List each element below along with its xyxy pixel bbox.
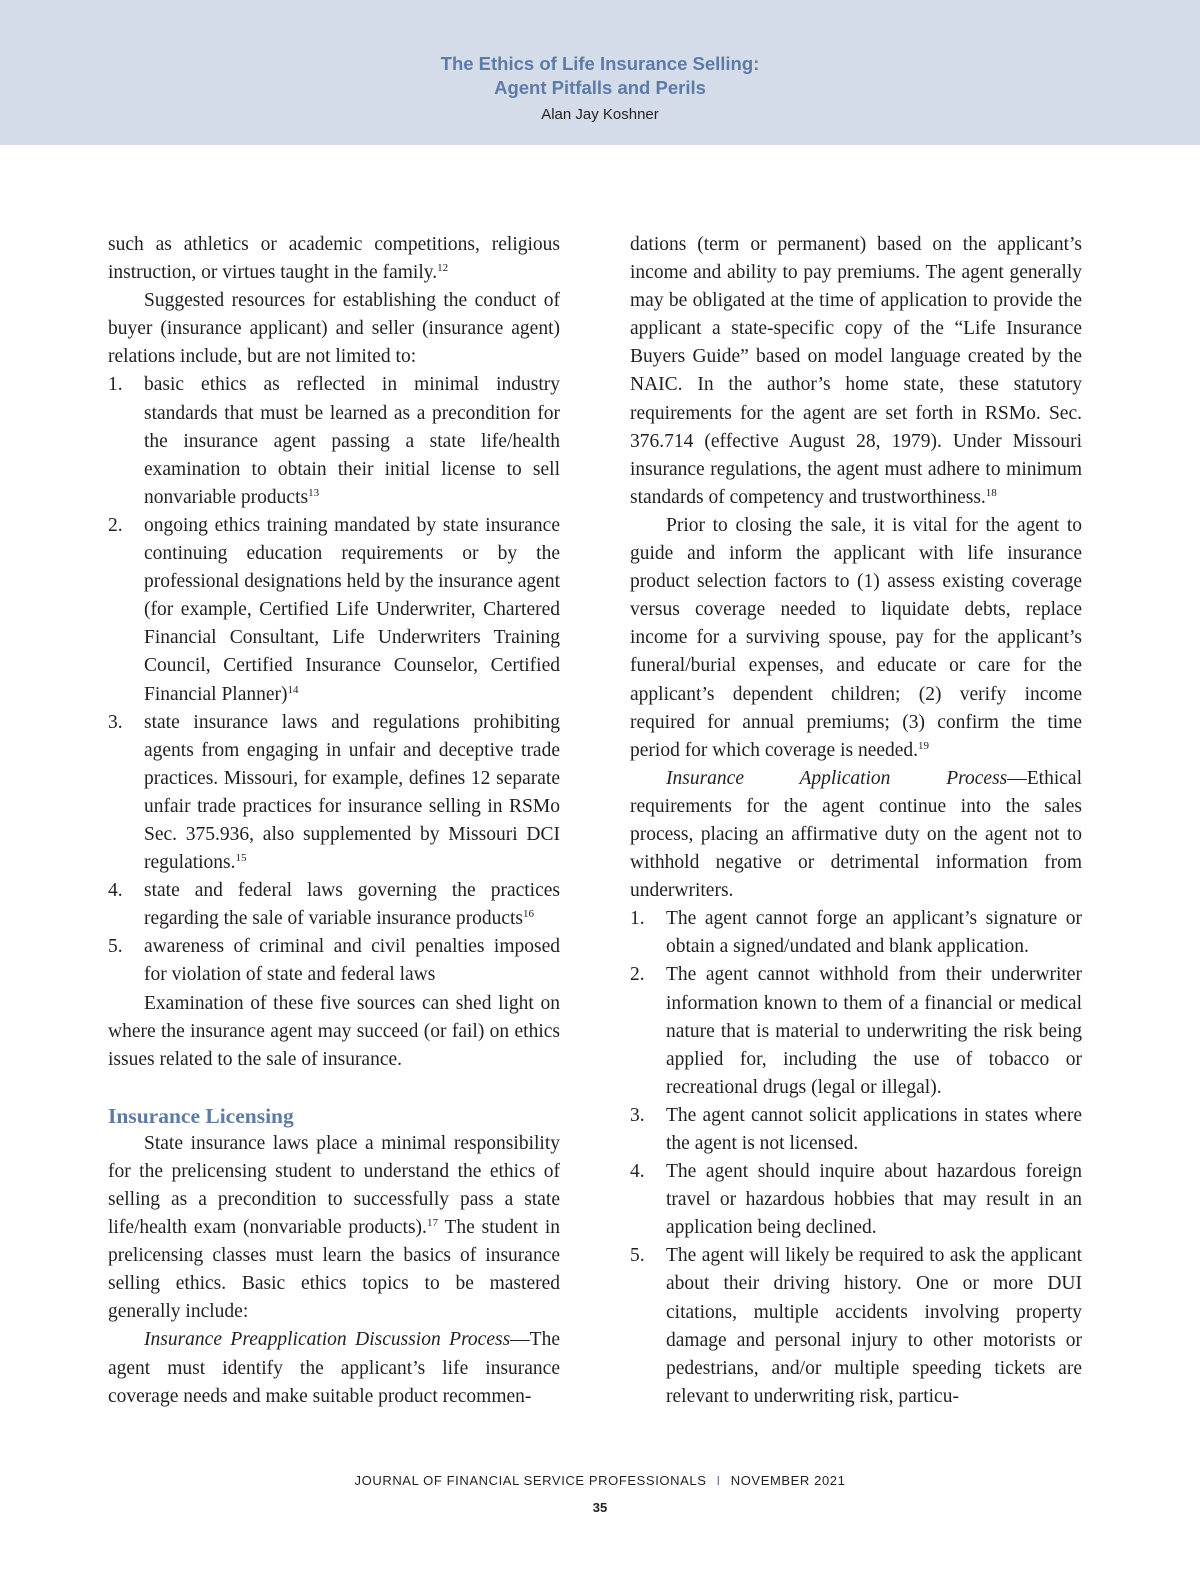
paragraph: Suggested resources for establishing the conduct of buyer (insurance applicant) and seller (insurance agent) relations include, but are not limited to:: [108, 290, 560, 368]
application-rules-list: [630, 905, 1082, 1411]
running-header: [0, 0, 1200, 145]
subtopic-title: Insurance Application Process: [666, 767, 1008, 789]
subtopic-title: Insurance Preapplication Discussion Process: [144, 1329, 511, 1351]
issue-date: NOVEMBER 2021: [730, 1473, 846, 1488]
list-item: 1. The agent cannot forge an applicant’s signature or obtain a signed/undated and blank application.: [630, 908, 1082, 958]
list-item: 2. ongoing ethics training mandated by state insurance continuing education requirements or by the professional designations held by the insurance agent (for example, Certified Life Underwriter, Chartered Financial Consultant, Life Underwriters Training Council, Certified Insurance Counselor, Certified Financial Planner)$^{14}$: [108, 514, 560, 705]
footnote-ref: 16: [523, 908, 535, 921]
footer-separator: I: [716, 1473, 721, 1488]
resource-list: [108, 371, 560, 989]
paragraph: State insurance laws place a minimal responsibility for the prelicensing student to understand the ethics of selling as a precondition to successfully pass a state life/health exam (nonvariable products).$^{17}$ The student in prelicensing classes must learn the basics of insurance selling ethics. Basic ethics topics to be mastered generally include:: [108, 1132, 560, 1323]
list-item: 1. basic ethics as reflected in minimal industry standards that must be learned as a precondition for the insurance agent passing a state life/health examination to obtain their initial license to sell nonvariable products$^{13}$: [108, 374, 560, 508]
running-footer: [0, 1473, 1200, 1488]
author-name: Alan Jay Koshner: [541, 106, 659, 123]
list-item: 4. state and federal laws governing the practices regarding the sale of variable insurance products$^{16}$: [108, 880, 560, 930]
footnote-ref: 14: [287, 683, 299, 696]
footnote-ref: 12: [437, 262, 449, 275]
footnote-ref: 18: [985, 486, 997, 499]
article-title-line1: The Ethics of Life Insurance Selling:: [440, 53, 760, 74]
footnote-ref: 15: [235, 852, 247, 865]
right-column: [630, 231, 1082, 1411]
paragraph: such as athletics or academic competitions, religious instruction, or virtues taught in the family.$^{12}$: [108, 234, 560, 284]
list-item: 5. awareness of criminal and civil penalties imposed for violation of state and federal laws: [108, 936, 560, 986]
paragraph: Examination of these five sources can shed light on where the insurance agent may succeed (or fail) on ethics issues related to the sale of insurance.: [108, 992, 560, 1070]
list-item: 5. The agent will likely be required to ask the applicant about their driving history. One or more DUI citations, multiple accidents involving property damage and personal injury to other motorists or pedestrians, and/or multiple speeding tickets are relevant to underwriting risk, particu-: [630, 1245, 1082, 1407]
page-number: 35: [592, 1500, 608, 1515]
paragraph: Insurance Application Process—Ethical requirements for the agent continue into the sales process, placing an affirmative duty on the agent not to withhold negative or detrimental information from underwriters.: [630, 767, 1082, 902]
footnote-ref: 13: [308, 486, 320, 499]
list-item: 2. The agent cannot withhold from their underwriter information known to them of a financial or medical nature that is material to underwriting the risk being applied for, including the use of tobacco or recreational drugs (legal or illegal).: [630, 964, 1082, 1098]
list-item: 3. state insurance laws and regulations prohibiting agents from engaging in unfair and deceptive trade practices. Missouri, for example, defines 12 separate unfair trade practices for insurance selling in RSMo Sec. 375.936, also supplemented by Missouri DCI regulations.$^{15}$: [108, 711, 560, 874]
article-title-line2: Agent Pitfalls and Perils: [494, 77, 706, 98]
paragraph: Insurance Preapplication Discussion Process—The agent must identify the applicant’s life insurance coverage needs and make suitable product recommen-: [108, 1329, 560, 1407]
section-heading: Insurance Licensing: [108, 1103, 294, 1128]
paragraph: dations (term or permanent) based on the applicant’s income and ability to pay premiums. The agent generally may be obligated at the time of application to provide the applicant a state-specific copy of the “Life Insurance Buyers Guide” based on model language created by the NAIC. In the author’s home state, these statutory requirements for the agent are set forth in RSMo. Sec. 376.714 (effective August 28, 1979). Under Missouri insurance regulations, the agent must adhere to minimum standards of competency and trustworthiness.$^{18}$: [630, 234, 1082, 508]
footnote-ref: 17: [426, 1217, 438, 1230]
left-column: [108, 231, 560, 1411]
paragraph: Prior to closing the sale, it is vital for the agent to guide and inform the applicant with life insurance product selection factors to (1) assess existing coverage versus coverage needed to liquidate debts, replace income for a surviving spouse, pay for the applicant’s funeral/burial expenses, and educate or care for the applicant’s dependent children; (2) verify income required for annual premiums; (3) confirm the time period for which coverage is needed.$^{19}$: [630, 514, 1082, 761]
list-item: 4. The agent should inquire about hazardous foreign travel or hazardous hobbies that may result in an application being declined.: [630, 1161, 1082, 1239]
journal-name: JOURNAL OF FINANCIAL SERVICE PROFESSIONALS: [354, 1473, 707, 1488]
list-item: 3. The agent cannot solicit applications in states where the agent is not licensed.: [630, 1104, 1082, 1154]
footnote-ref: 19: [918, 739, 930, 752]
